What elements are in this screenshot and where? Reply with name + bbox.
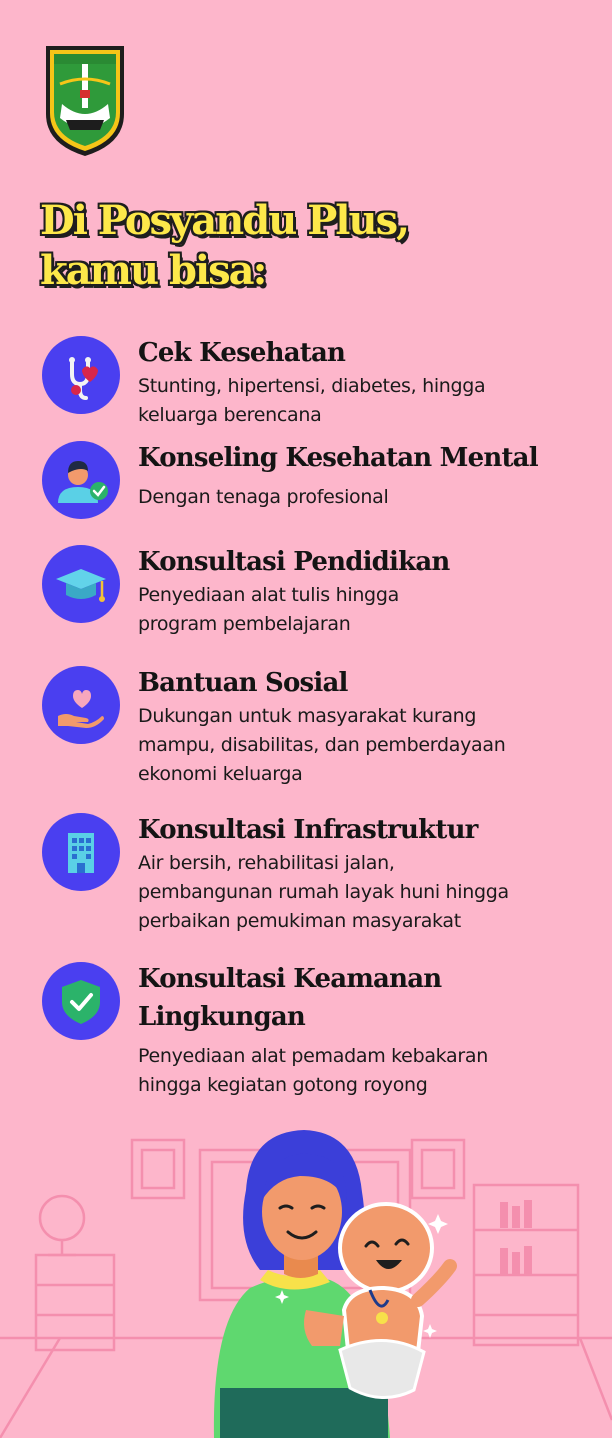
service-description: Air bersih, rehabilitasi jalan, pembangunan rumah layak huni hingga perbaikan pemukiman masyarakat xyxy=(138,852,509,932)
counselor-icon xyxy=(42,441,120,519)
service-title: Bantuan Sosial xyxy=(138,668,348,698)
building-icon xyxy=(42,813,120,891)
service-title: Konsultasi Infrastruktur xyxy=(138,815,478,845)
service-title: Konsultasi Pendidikan xyxy=(138,547,450,577)
headline-line-2: kamu bisa: xyxy=(40,247,266,294)
service-title: Konseling Kesehatan Mental xyxy=(138,443,538,473)
stethoscope-icon xyxy=(42,336,120,414)
service-description: Dukungan untuk masyarakat kurang mampu, disabilitas, dan pemberdayaan ekonomi keluarga xyxy=(138,705,506,785)
city-emblem-icon xyxy=(44,44,126,158)
service-description: Stunting, hipertensi, diabetes, hingga keluarga berencana xyxy=(138,375,486,426)
service-title: Konsultasi Keamanan Lingkungan xyxy=(138,964,442,1032)
shield-check-icon xyxy=(42,962,120,1040)
service-description: Penyediaan alat pemadam kebakaran hingga kegiatan gotong royong xyxy=(138,1045,488,1096)
service-description: Penyediaan alat tulis hingga program pembelajaran xyxy=(138,584,399,635)
page-headline xyxy=(40,196,580,296)
service-description: Dengan tenaga profesional xyxy=(138,486,389,508)
service-title: Cek Kesehatan xyxy=(138,338,346,368)
heart-hand-icon xyxy=(42,666,120,744)
headline-line-1: Di Posyandu Plus, xyxy=(40,197,409,244)
graduation-cap-icon xyxy=(42,545,120,623)
mother-and-baby-illustration xyxy=(0,1120,612,1438)
